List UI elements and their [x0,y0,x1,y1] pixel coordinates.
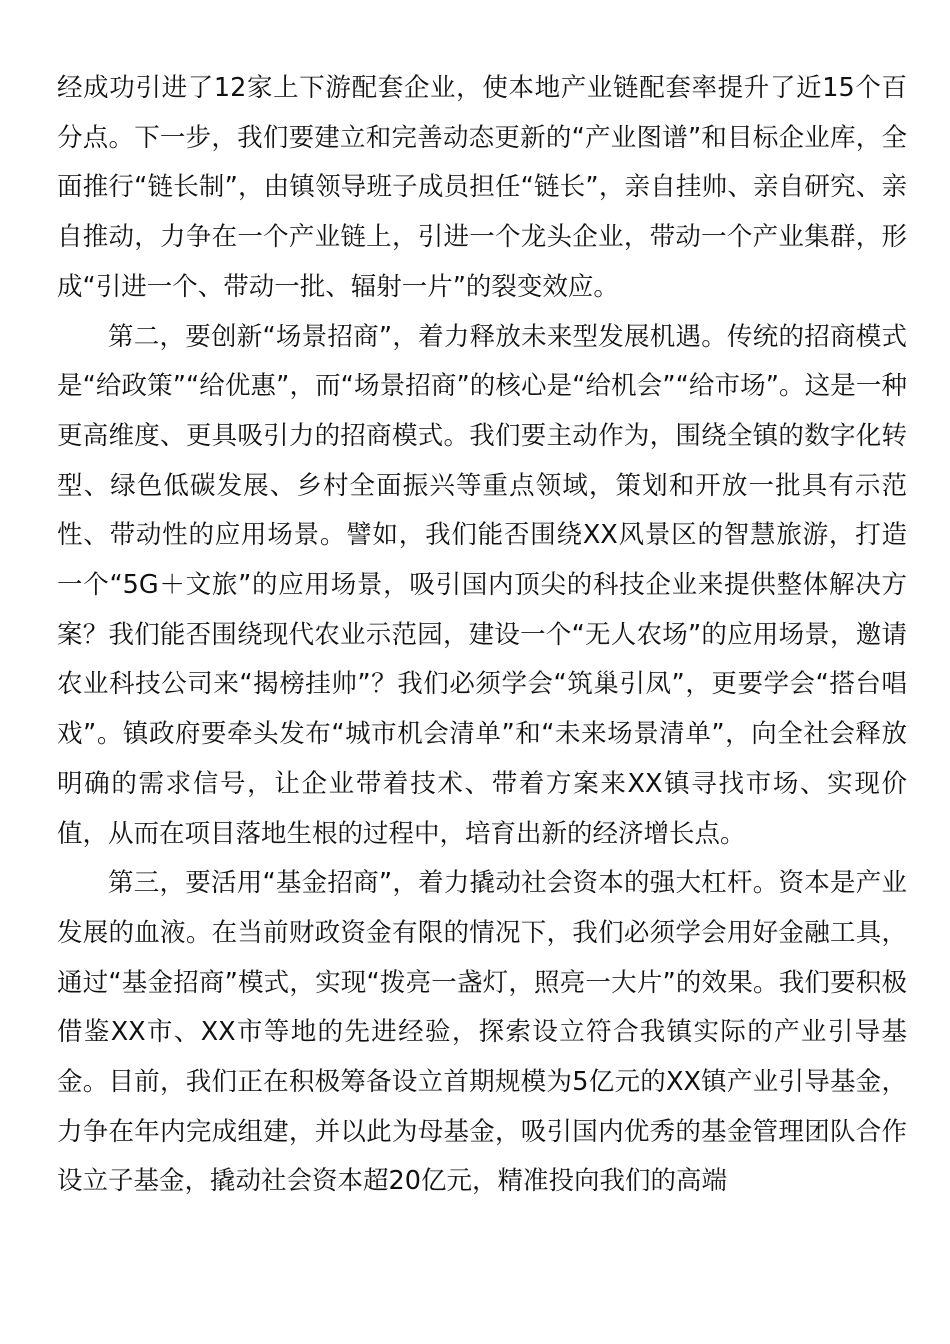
paragraph-3: 第三，要活用“基金招商”，着力撬动社会资本的强大杠杆。资本是产业发展的血液。在当前财政资金有限的情况下，我们必须学会用好金融工具，通过“基金招商”模式，实现“拨亮一盏灯，照亮一大片”的效果。我们要积极借鉴XX市、XX市等地的先进经验，探索设立符合我镇实际的产业引导基金。目前，我们正在积极筹备设立首期规模为5亿元的XX镇产业引导基金，力争在年内完成组建，并以此为母基金，吸引国内优秀的基金管理团队合作设立子基金，撬动社会资本超20亿元，精准投向我们的高端 [57,868,907,1197]
document-body [57,64,907,1207]
paragraph-2: 第二，要创新“场景招商”，着力释放未来型发展机遇。传统的招商模式是“给政策”“给优惠”，而“场景招商”的核心是“给机会”“给市场”。这是一种更高维度、更具吸引力的招商模式。我们要主动作为，围绕全镇的数字化转型、绿色低碳发展、乡村全面振兴等重点领域，策划和开放一批具有示范性、带动性的应用场景。譬如，我们能否围绕XX风景区的智慧旅游，打造一个“5G＋文旅”的应用场景，吸引国内顶尖的科技企业来提供整体解决方案？我们能否围绕现代农业示范园，建设一个“无人农场”的应用场景，邀请农业科技公司来“揭榜挂帅”？我们必须学会“筑巢引凤”，更要学会“搭台唱戏”。镇政府要牵头发布“城市机会清单”和“未来场景清单”，向全社会释放明确的需求信号，让企业带着技术、带着方案来XX镇寻找市场、实现价值，从而在项目落地生根的过程中，培育出新的经济增长点。 [57,321,907,849]
paragraph-1: 经成功引进了12家上下游配套企业，使本地产业链配套率提升了近15个百分点。下一步，我们要建立和完善动态更新的“产业图谱”和目标企业库，全面推行“链长制”，由镇领导班子成员担任“链长”，亲自挂帅、亲自研究、亲自推动，力争在一个产业链上，引进一个龙头企业，带动一个产业集群，形成“引进一个、带动一批、辐射一片”的裂变效应。 [57,73,907,302]
